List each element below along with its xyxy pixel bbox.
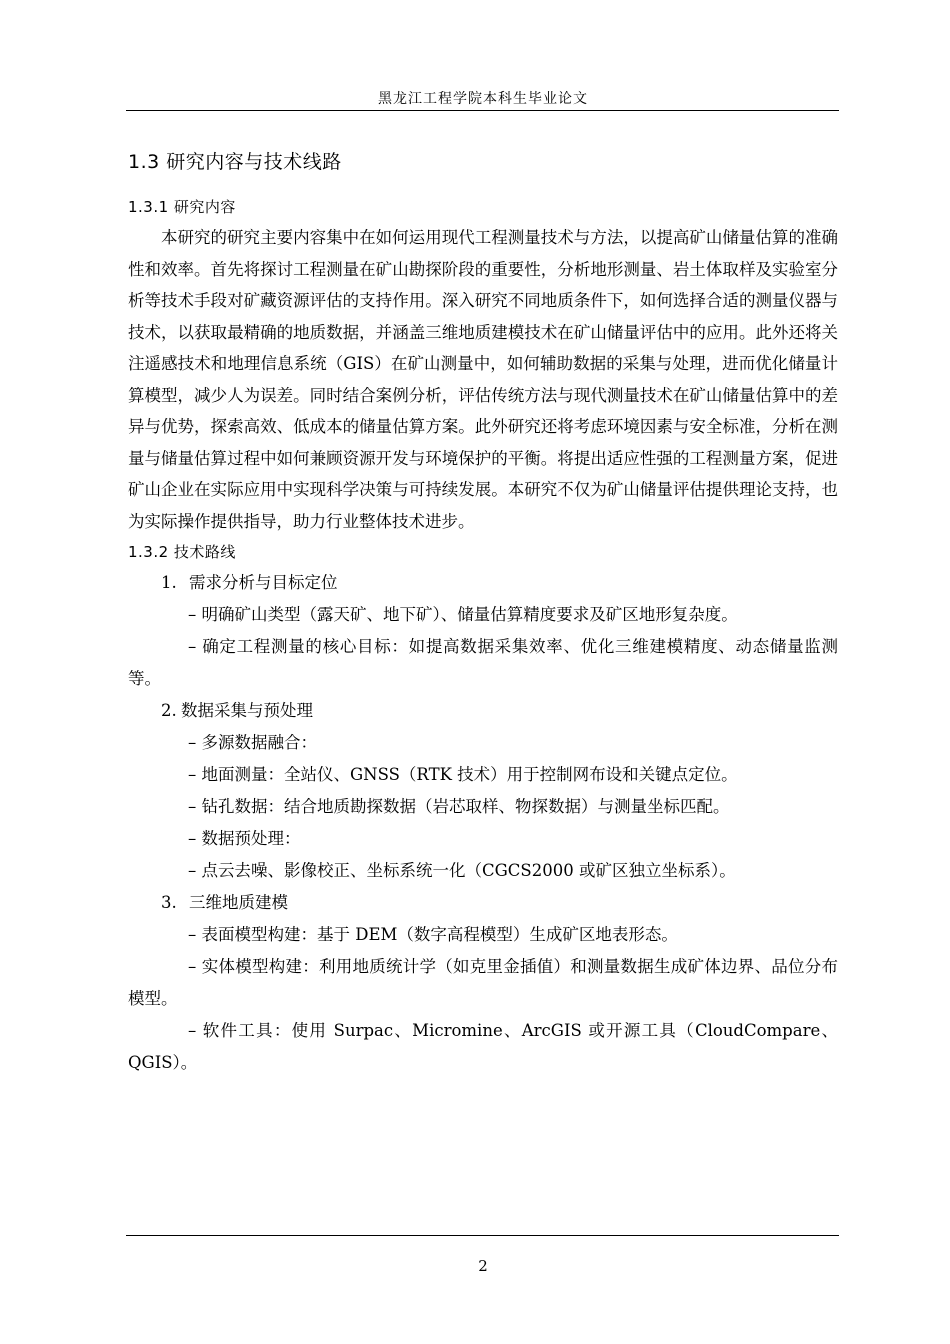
route-step-bullet: – 数据预处理：	[188, 829, 301, 848]
subsection-heading-technical-route: 1.3.2 技术路线	[128, 543, 236, 561]
research-content-paragraph: 本研究的研究主要内容集中在如何运用现代工程测量技术与方法，以提高矿山储量估算的准确性和效率。首先将探讨工程测量在矿山勘探阶段的重要性，分析地形测量、岩土体取样及实验室分析等技术手段对矿藏资源评估的支持作用。深入研究不同地质条件下，如何选择合适的测量仪器与技术，以获取最精确的地质数据，并涵盖三维地质建模技术在矿山储量评估中的应用。此外还将关注遥感技术和地理信息系统（GIS）在矿山测量中，如何辅助数据的采集与处理，进而优化储量计算模型，减少人为误差。同时结合案例分析，评估传统方法与现代测量技术在矿山储量估算中的差异与优势，探索高效、低成本的储量估算方案。此外研究还将考虑环境因素与安全标准，分析在测量与储量估算过程中如何兼顾资源开发与环境保护的平衡。将提出适应性强的工程测量方案，促进矿山企业在实际应用中实现科学决策与可持续发展。本研究不仅为矿山储量评估提供理论支持，也为实际操作提供指导，助力行业整体技术进步。	[128, 228, 838, 531]
route-step-number: 1.	[161, 573, 177, 592]
route-step-bullet: – 实体模型构建：利用地质统计学（如克里金插值）和测量数据生成矿体边界、品位分布模型。	[128, 957, 838, 1008]
route-step-label: 数据采集与预处理	[181, 701, 313, 720]
route-step-bullet: – 表面模型构建：基于 DEM（数字高程模型）生成矿区地表形态。	[188, 925, 678, 944]
header-rule	[126, 110, 839, 111]
route-step-bullet: – 软件工具：使用 Surpac、Micromine、ArcGIS 或开源工具（CloudCompare、QGIS）。	[128, 1021, 838, 1072]
footer-rule	[126, 1235, 839, 1236]
route-step-label: 三维地质建模	[189, 893, 288, 912]
route-step-bullet: – 多源数据融合：	[188, 733, 317, 752]
route-step-bullet: – 明确矿山类型（露天矿、地下矿）、储量估算精度要求及矿区地形复杂度。	[188, 605, 738, 624]
route-step-label: 需求分析与目标定位	[189, 573, 338, 592]
page-number: 2	[478, 1257, 488, 1275]
route-step-title	[128, 567, 838, 599]
route-step-bullet: – 点云去噪、影像校正、坐标系统一化（CGCS2000 或矿区独立坐标系）。	[188, 861, 736, 880]
running-header: 黑龙江工程学院本科生毕业论文	[378, 91, 588, 107]
route-step-number: 3.	[161, 893, 177, 912]
route-step-title	[128, 695, 838, 727]
route-step-bullet: – 钻孔数据：结合地质勘探数据（岩芯取样、物探数据）与测量坐标匹配。	[188, 797, 730, 816]
route-step-number: 2.	[161, 701, 177, 720]
route-step-bullet: – 确定工程测量的核心目标：如提高数据采集效率、优化三维建模精度、动态储量监测等。	[128, 637, 838, 688]
route-step-title	[128, 887, 838, 919]
section-heading: 1.3 研究内容与技术线路	[128, 151, 342, 173]
route-step-bullet: – 地面测量：全站仪、GNSS（RTK 技术）用于控制网布设和关键点定位。	[188, 765, 738, 784]
page-content	[128, 147, 838, 1079]
subsection-heading-research-content: 1.3.1 研究内容	[128, 198, 236, 216]
